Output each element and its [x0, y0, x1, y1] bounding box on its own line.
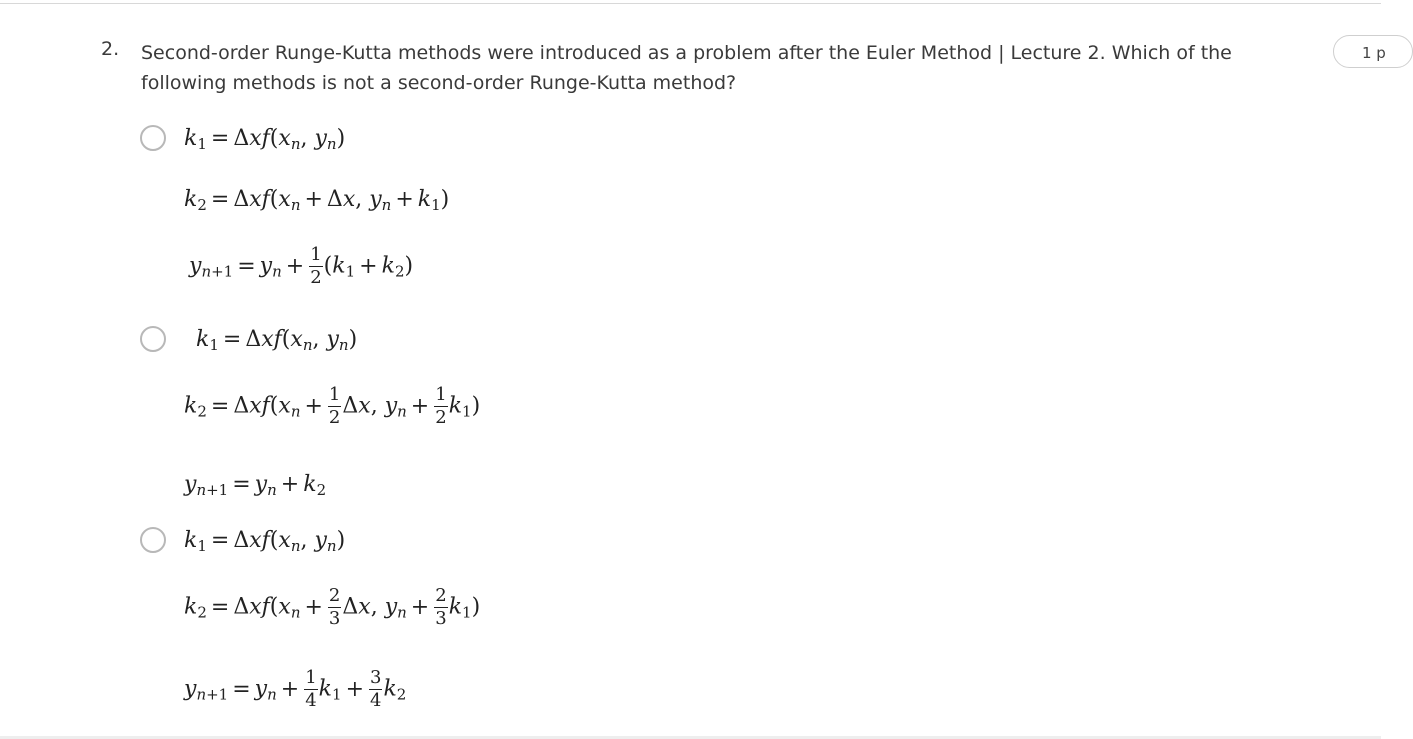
option-b-line1: $k_1 = \Delta xf(x_n$, $y_n$): [196, 327, 358, 354]
option-b-line3: $y_{n+1} = y_n + k_2$: [184, 472, 327, 499]
option-a-line2: $k_2 = \Delta xf(x_n + \Delta x$, $y_n + k_1$): [184, 187, 450, 214]
question-text: Second-order Runge-Kutta methods were introduced as a problem after the Euler Method | Lecture 2. Which of the following methods is not a second-order Runge-Kutta method?: [141, 42, 1232, 94]
points-badge: 1 p: [1333, 35, 1413, 68]
option-c-radio[interactable]: [140, 527, 166, 553]
option-a-line1: $k_1 = \Delta xf(x_n$, $y_n$): [184, 126, 346, 153]
option-b-radio[interactable]: [140, 326, 166, 352]
option-c-line1: $k_1 = \Delta xf(x_n$, $y_n$): [184, 528, 346, 555]
question-number: 2.: [101, 38, 120, 60]
option-a-line3: $y_{n+1} = y_n$ + $\frac{1}{2}$ $(k_1 + k_2)$: [189, 244, 414, 288]
option-b-line2: $k_2 = \Delta xf(x_n$ + $\frac{1}{2}$ Δx, $y_n$ + $\frac{1}{2}$ $k_1$): [184, 384, 481, 428]
option-c-line2: $k_2 = \Delta xf(x_n$ + $\frac{2}{3}$ Δx, $y_n$ + $\frac{2}{3}$ $k_1$): [184, 585, 481, 629]
top-divider: [0, 3, 1381, 4]
option-a-radio[interactable]: [140, 125, 166, 151]
option-c-line3: $y_{n+1} = y_n$ + $\frac{1}{4}$ $k_1$ + $\frac{3}{4}$ $k_2$: [184, 667, 407, 711]
